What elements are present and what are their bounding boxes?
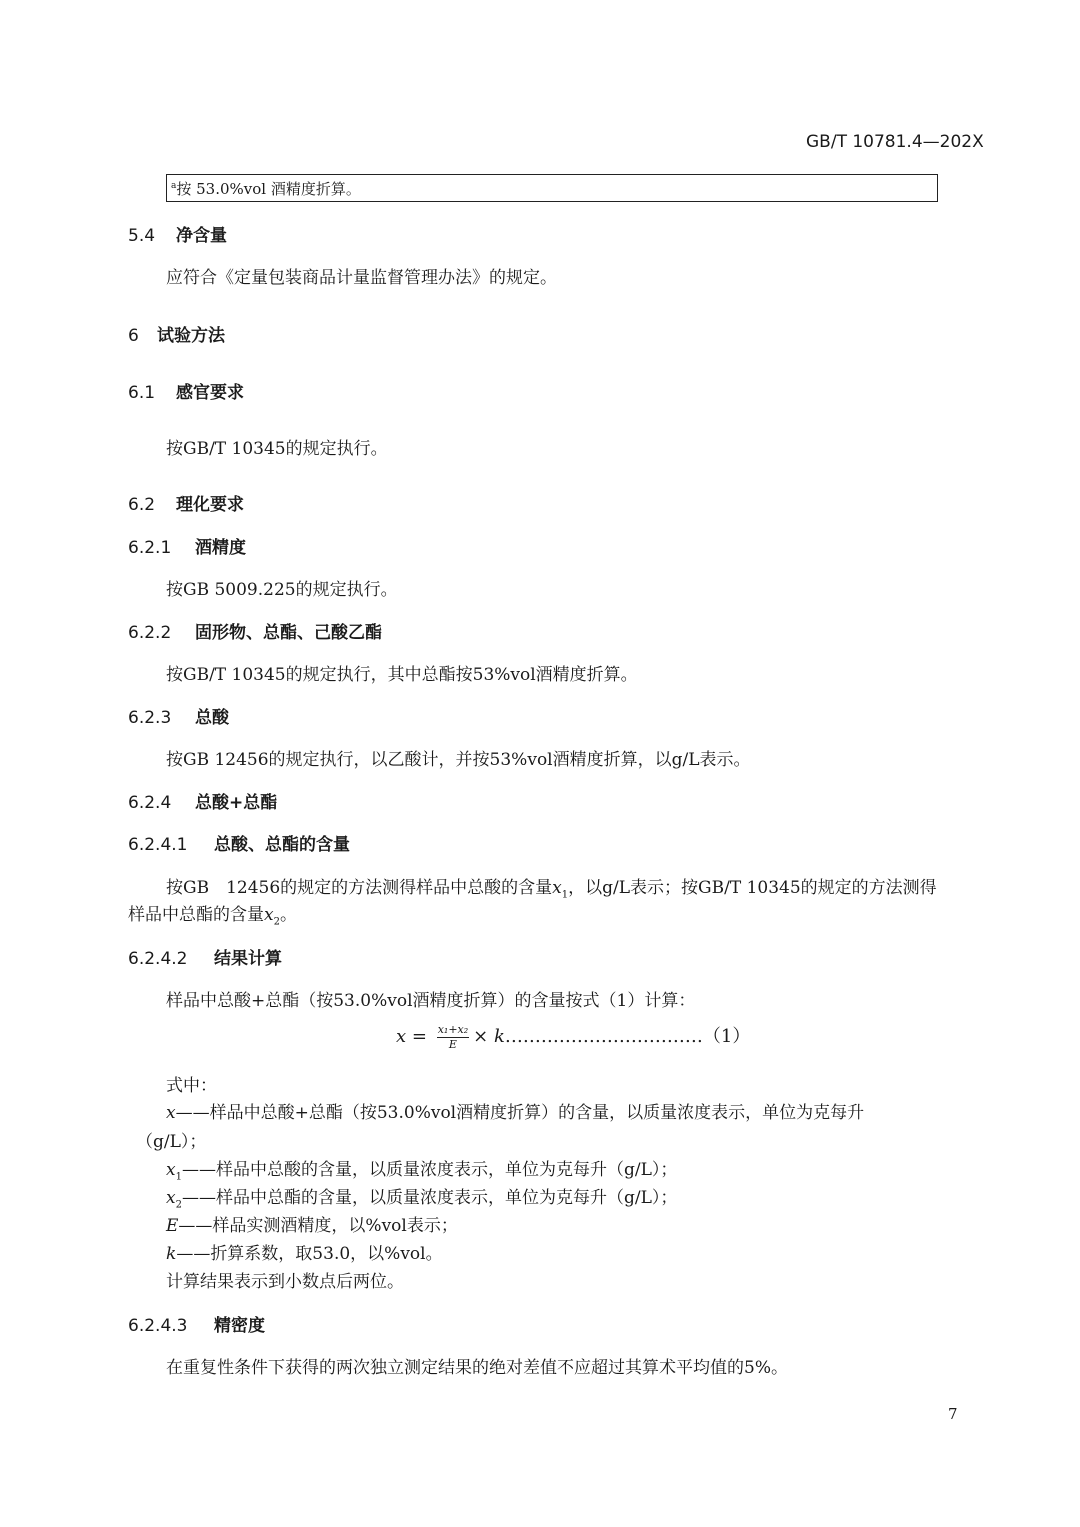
paragraph-6-2-3: 按GB 12456的规定执行，以乙酸计，并按53%vol酒精度折算，以g/L表示。 [166,750,751,770]
heading-title: 总酸+总酯 [195,793,278,813]
result-precision-note: 计算结果表示到小数点后两位。 [166,1272,404,1292]
heading-number: 6.2.4 [128,793,172,813]
paragraph-6-2-4-1-line1 [166,873,937,900]
definition-x-cont [136,1127,206,1152]
definition-x2 [166,1183,677,1210]
symbol: E [166,1216,179,1236]
symbol: k [166,1244,177,1264]
text-run: 。 [279,905,297,925]
paragraph-6-2-4-2: 样品中总酸+总酯（按53.0%vol酒精度折算）的含量按式（1）计算： [166,991,696,1011]
heading-title: 净含量 [176,226,227,246]
heading-number: 6.2.4.3 [128,1316,188,1336]
fraction-denominator: E [448,1037,457,1051]
heading-title: 总酸、总酯的含量 [214,835,350,855]
footnote-text: 按 53.0%vol 酒精度折算。 [176,180,361,198]
heading-title: 试验方法 [157,326,225,346]
heading-number: 6.2.1 [128,538,172,558]
heading-title: 总酸 [195,708,229,728]
page-number: 7 [948,1405,958,1423]
text-run: 样品中总酯的含量 [128,905,264,925]
text-run: 按GB 12456的规定的方法测得样品中总酸的含量 [166,878,553,898]
symbol: x [166,1188,176,1208]
formula-fraction [437,1024,469,1051]
fraction-numerator: x₁+x₂ [437,1022,469,1036]
definition-x1 [166,1155,677,1182]
heading-number: 5.4 [128,226,156,246]
heading-6-2-2 [128,618,382,643]
definition-k [166,1239,443,1264]
heading-title: 结果计算 [214,949,282,969]
paragraph-6-2-1: 按GB 5009.225的规定执行。 [166,580,398,600]
standard-code-header: GB/T 10781.4—202X [806,132,984,152]
definition-text: ——折算系数，取53.0，以%vol。 [176,1244,443,1264]
table-footnote [171,178,361,199]
definition-x [166,1098,864,1123]
paragraph-6-2-4-1-line2 [128,900,297,927]
variable-x: x [264,905,274,925]
formula-leader-dots: …………………………… [504,1026,703,1047]
heading-title: 精密度 [214,1316,265,1336]
definition-text: （g/L）； [136,1132,207,1152]
heading-6-2-3 [128,703,229,728]
subscript: 1 [175,1171,182,1183]
paragraph-6-1: 按GB/T 10345的规定执行。 [166,439,388,459]
heading-number: 6.1 [128,383,156,403]
heading-6-2-4-3 [128,1311,265,1336]
subscript: 2 [175,1199,182,1211]
footnote-marker: a [171,181,177,191]
heading-number: 6.2 [128,495,156,515]
heading-6-2-1 [128,533,246,558]
heading-title: 酒精度 [195,538,246,558]
heading-6-2 [128,490,244,515]
formula-times: × k [473,1026,505,1047]
paragraph-6-2-2: 按GB/T 10345的规定执行，其中总酯按53%vol酒精度折算。 [166,665,638,685]
heading-6-2-4 [128,788,277,813]
heading-6-2-4-2 [128,944,282,969]
heading-6 [128,321,225,346]
definition-text: ——样品中总酯的含量，以质量浓度表示，单位为克每升（g/L）； [181,1188,678,1208]
heading-title: 固形物、总酯、己酸乙酯 [195,623,382,643]
heading-title: 感官要求 [176,383,244,403]
formula-1 [396,1022,750,1051]
symbol: x [166,1160,176,1180]
definition-text: ——样品中总酸+总酯（按53.0%vol酒精度折算）的含量，以质量浓度表示，单位为克每升 [175,1103,865,1123]
heading-5-4 [128,221,227,246]
subscript: 2 [273,916,280,928]
where-label: 式中： [166,1076,217,1096]
heading-number: 6.2.3 [128,708,172,728]
paragraph-5-4: 应符合《定量包装商品计量监督管理办法》的规定。 [166,268,557,288]
definition-text: ——样品实测酒精度，以%vol表示； [178,1216,458,1236]
heading-number: 6.2.4.1 [128,835,188,855]
formula-lhs: x = [396,1026,427,1047]
equation-number: （1） [702,1026,751,1047]
heading-title: 理化要求 [176,495,244,515]
symbol: x [166,1103,176,1123]
paragraph-6-2-4-3: 在重复性条件下获得的两次独立测定结果的绝对差值不应超过其算术平均值的5%。 [166,1358,788,1378]
heading-6-2-4-1 [128,830,350,855]
heading-number: 6 [128,326,139,346]
variable-x: x [552,878,562,898]
definition-text: ——样品中总酸的含量，以质量浓度表示，单位为克每升（g/L）； [181,1160,678,1180]
definition-E [166,1211,458,1236]
heading-number: 6.2.4.2 [128,949,188,969]
heading-6-1 [128,378,244,403]
heading-number: 6.2.2 [128,623,172,643]
text-run: ，以g/L表示；按GB/T 10345的规定的方法测得 [568,878,937,898]
subscript: 1 [561,889,569,901]
table-footnote-box [166,174,938,202]
